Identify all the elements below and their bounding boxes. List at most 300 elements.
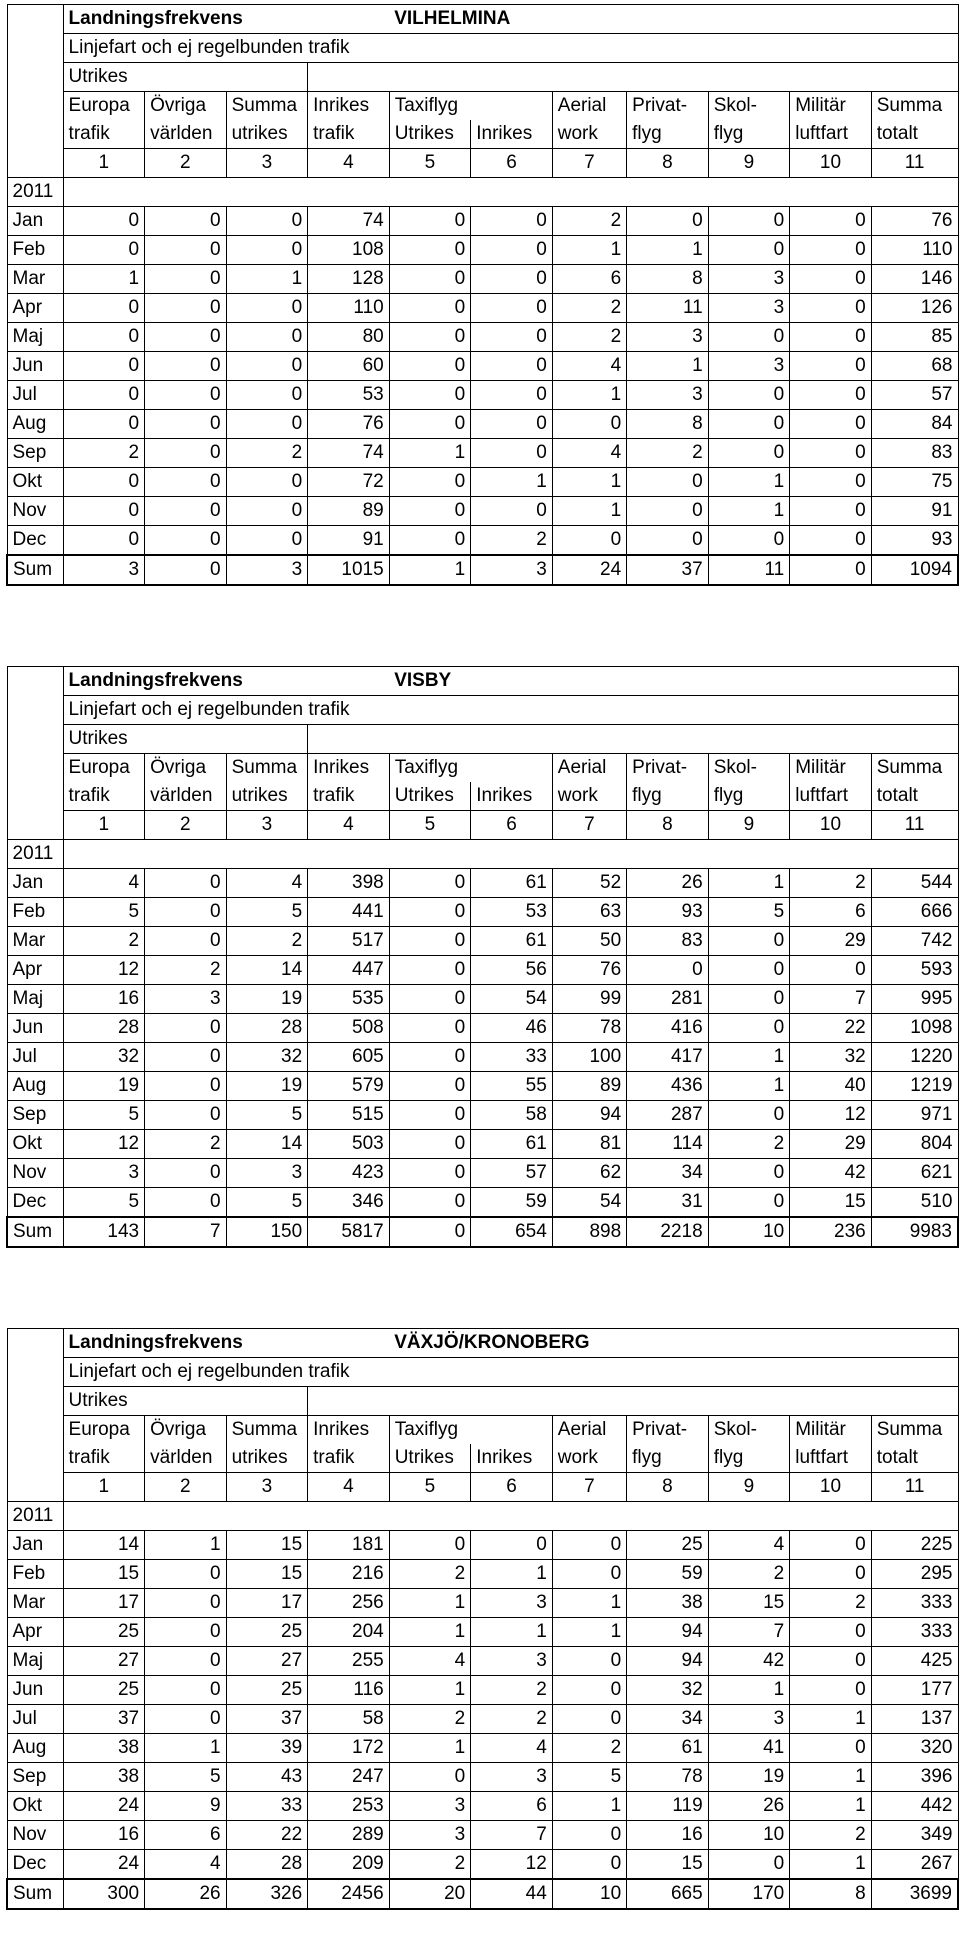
data-cell: 3 [471, 1763, 553, 1792]
section-row [7, 1358, 958, 1387]
column-header-row [7, 1416, 958, 1445]
airport-name: VILHELMINA [389, 5, 958, 34]
month-label: Feb [7, 1560, 63, 1589]
data-cell: 22 [226, 1821, 308, 1850]
table-row [7, 1850, 958, 1880]
column-number: 9 [708, 149, 790, 178]
data-cell: 19 [63, 1072, 145, 1101]
data-cell: 0 [627, 497, 709, 526]
data-cell: 605 [308, 1043, 390, 1072]
data-cell: 1 [389, 1618, 471, 1647]
data-cell: 0 [389, 526, 471, 556]
column-subheader: flyg [708, 782, 790, 811]
data-cell: 25 [226, 1676, 308, 1705]
year-row [7, 840, 958, 869]
table-row [7, 381, 958, 410]
column-header: Militär [790, 754, 872, 783]
column-number: 1 [63, 1473, 145, 1502]
data-cell: 74 [308, 439, 390, 468]
column-number: 2 [145, 1473, 227, 1502]
data-cell: 1 [790, 1792, 872, 1821]
table-row [7, 1792, 958, 1821]
table-title: Landningsfrekvens [63, 5, 389, 34]
year-label: 2011 [7, 840, 63, 869]
data-cell: 0 [226, 526, 308, 556]
corner-cell [7, 754, 63, 783]
data-cell: 78 [627, 1763, 709, 1792]
data-cell: 417 [627, 1043, 709, 1072]
data-cell: 32 [790, 1043, 872, 1072]
data-cell: 1 [552, 1792, 626, 1821]
corner-cell [7, 667, 63, 696]
data-cell: 3 [627, 381, 709, 410]
column-number: 1 [63, 811, 145, 840]
data-cell: 204 [308, 1618, 390, 1647]
data-cell: 247 [308, 1763, 390, 1792]
data-cell: 0 [63, 236, 145, 265]
data-cell: 0 [708, 207, 790, 236]
column-number: 4 [308, 811, 390, 840]
data-cell: 12 [63, 956, 145, 985]
data-cell: 0 [226, 410, 308, 439]
data-cell: 76 [871, 207, 958, 236]
column-number-row [7, 1473, 958, 1502]
sum-cell: 2218 [627, 1217, 709, 1247]
data-cell: 0 [226, 207, 308, 236]
data-cell: 0 [63, 323, 145, 352]
data-cell: 1220 [871, 1043, 958, 1072]
data-cell: 0 [145, 410, 227, 439]
corner-cell [7, 811, 63, 840]
sum-cell: 10 [708, 1217, 790, 1247]
table-row [7, 1821, 958, 1850]
data-cell: 1 [790, 1850, 872, 1880]
sum-row [7, 1217, 958, 1247]
sum-cell: 326 [226, 1879, 308, 1909]
data-cell: 0 [389, 410, 471, 439]
data-cell: 0 [145, 1014, 227, 1043]
data-cell: 0 [389, 294, 471, 323]
data-cell: 172 [308, 1734, 390, 1763]
data-cell: 0 [790, 497, 872, 526]
data-cell: 7 [708, 1618, 790, 1647]
data-cell: 41 [708, 1734, 790, 1763]
data-cell: 333 [871, 1618, 958, 1647]
column-subheader: världen [145, 782, 227, 811]
corner-cell [7, 1473, 63, 1502]
data-cell: 0 [790, 381, 872, 410]
data-cell: 1 [552, 1618, 626, 1647]
data-cell: 1 [471, 468, 553, 497]
data-cell: 447 [308, 956, 390, 985]
data-cell: 52 [552, 869, 626, 898]
month-label: Apr [7, 956, 63, 985]
data-cell: 32 [226, 1043, 308, 1072]
column-header: Taxiflyg [389, 754, 471, 783]
month-label: Sep [7, 439, 63, 468]
data-cell: 24 [63, 1850, 145, 1880]
data-cell: 1 [708, 1043, 790, 1072]
column-subheader: work [552, 120, 626, 149]
data-cell: 2 [145, 956, 227, 985]
data-cell: 971 [871, 1101, 958, 1130]
sum-cell: 10 [552, 1879, 626, 1909]
data-cell: 0 [226, 323, 308, 352]
data-cell: 7 [790, 985, 872, 1014]
month-label: Jun [7, 1014, 63, 1043]
data-cell: 416 [627, 1014, 709, 1043]
month-label: Feb [7, 236, 63, 265]
data-cell: 256 [308, 1589, 390, 1618]
title-row [7, 1329, 958, 1358]
data-cell: 0 [471, 207, 553, 236]
data-cell: 0 [790, 1734, 872, 1763]
data-cell: 0 [145, 1676, 227, 1705]
column-subheader: work [552, 1444, 626, 1473]
table-row [7, 956, 958, 985]
column-header: Europa [63, 754, 145, 783]
data-cell: 2 [226, 927, 308, 956]
data-cell: 3 [471, 1647, 553, 1676]
data-cell: 5 [552, 1763, 626, 1792]
data-cell: 0 [145, 236, 227, 265]
data-cell: 396 [871, 1763, 958, 1792]
data-cell: 3 [708, 294, 790, 323]
data-cell: 2 [552, 294, 626, 323]
table-row [7, 985, 958, 1014]
data-cell: 61 [471, 1130, 553, 1159]
data-cell: 19 [226, 1072, 308, 1101]
data-cell: 76 [552, 956, 626, 985]
data-cell: 0 [389, 265, 471, 294]
column-subheader: flyg [627, 782, 709, 811]
column-subheader: luftfart [790, 120, 872, 149]
data-cell: 38 [627, 1589, 709, 1618]
column-number: 3 [226, 811, 308, 840]
data-cell: 3 [63, 1159, 145, 1188]
data-cell: 56 [471, 956, 553, 985]
data-cell: 5 [63, 898, 145, 927]
column-header: Inrikes [308, 92, 390, 121]
data-cell: 2 [63, 439, 145, 468]
data-cell: 5 [226, 1188, 308, 1218]
data-cell: 0 [145, 265, 227, 294]
data-cell: 2 [552, 207, 626, 236]
column-header: Övriga [145, 92, 227, 121]
data-cell: 146 [871, 265, 958, 294]
sum-cell: 3 [226, 555, 308, 585]
data-cell: 1 [552, 1589, 626, 1618]
data-cell: 0 [145, 381, 227, 410]
data-cell: 3 [226, 1159, 308, 1188]
data-cell: 0 [552, 1705, 626, 1734]
data-cell: 0 [389, 1043, 471, 1072]
column-header: Privat- [627, 754, 709, 783]
data-cell: 40 [790, 1072, 872, 1101]
data-cell: 0 [63, 526, 145, 556]
data-cell: 0 [145, 1159, 227, 1188]
data-cell: 0 [226, 468, 308, 497]
data-cell: 34 [627, 1159, 709, 1188]
sum-cell: 3 [471, 555, 553, 585]
data-cell: 91 [871, 497, 958, 526]
year-row [7, 1502, 958, 1531]
data-cell: 57 [471, 1159, 553, 1188]
year-label: 2011 [7, 178, 63, 207]
data-cell: 0 [790, 526, 872, 556]
blank-cell [308, 63, 958, 92]
data-cell: 267 [871, 1850, 958, 1880]
table-row [7, 1159, 958, 1188]
data-cell: 0 [552, 526, 626, 556]
data-cell: 0 [471, 323, 553, 352]
data-cell: 27 [63, 1647, 145, 1676]
data-cell: 26 [627, 869, 709, 898]
data-cell: 225 [871, 1531, 958, 1560]
column-header: Militär [790, 1416, 872, 1445]
table-row [7, 1763, 958, 1792]
sum-cell: 1 [389, 555, 471, 585]
year-row [7, 178, 958, 207]
table-row [7, 294, 958, 323]
sum-cell: 665 [627, 1879, 709, 1909]
data-cell: 333 [871, 1589, 958, 1618]
data-cell: 0 [389, 1130, 471, 1159]
data-cell: 12 [63, 1130, 145, 1159]
data-cell: 0 [63, 207, 145, 236]
data-cell: 0 [145, 352, 227, 381]
data-cell: 0 [552, 1647, 626, 1676]
data-cell: 1 [552, 381, 626, 410]
sum-cell: 1094 [871, 555, 958, 585]
data-cell: 253 [308, 1792, 390, 1821]
data-cell: 0 [145, 439, 227, 468]
sum-cell: 143 [63, 1217, 145, 1247]
data-cell: 37 [63, 1705, 145, 1734]
table-row [7, 352, 958, 381]
data-cell: 535 [308, 985, 390, 1014]
data-cell: 0 [790, 1531, 872, 1560]
data-cell: 0 [389, 468, 471, 497]
column-header: Europa [63, 1416, 145, 1445]
corner-cell [7, 1444, 63, 1473]
month-label: Maj [7, 985, 63, 1014]
blank-cell [63, 840, 958, 869]
data-cell: 4 [708, 1531, 790, 1560]
column-header: Aerial [552, 1416, 626, 1445]
utrikes-row [7, 63, 958, 92]
data-cell: 55 [471, 1072, 553, 1101]
column-subheader: Utrikes [389, 1444, 471, 1473]
data-cell: 25 [63, 1618, 145, 1647]
data-cell: 0 [145, 1560, 227, 1589]
month-label: Apr [7, 1618, 63, 1647]
data-cell: 2 [790, 869, 872, 898]
table-row [7, 1130, 958, 1159]
data-cell: 515 [308, 1101, 390, 1130]
sum-row [7, 555, 958, 585]
month-label: Sep [7, 1101, 63, 1130]
data-cell: 1 [389, 439, 471, 468]
data-cell: 14 [226, 956, 308, 985]
month-label: Jul [7, 381, 63, 410]
data-cell: 37 [226, 1705, 308, 1734]
data-cell: 0 [708, 1188, 790, 1218]
column-header-row [7, 92, 958, 121]
corner-cell [7, 63, 63, 92]
data-cell: 0 [145, 898, 227, 927]
landing-frequency-table [6, 666, 959, 1248]
data-cell: 0 [708, 410, 790, 439]
data-cell: 0 [145, 526, 227, 556]
column-header [471, 754, 553, 783]
data-cell: 0 [63, 410, 145, 439]
column-subheader: totalt [871, 1444, 958, 1473]
data-cell: 1219 [871, 1072, 958, 1101]
data-cell: 11 [627, 294, 709, 323]
data-cell: 216 [308, 1560, 390, 1589]
month-label: Feb [7, 898, 63, 927]
blank-cell [63, 1502, 958, 1531]
data-cell: 0 [471, 439, 553, 468]
corner-cell [7, 1358, 63, 1387]
data-cell: 126 [871, 294, 958, 323]
data-cell: 281 [627, 985, 709, 1014]
column-header: Summa [226, 1416, 308, 1445]
sum-label: Sum [7, 555, 63, 585]
table-row [7, 1734, 958, 1763]
sum-cell: 5817 [308, 1217, 390, 1247]
data-cell: 503 [308, 1130, 390, 1159]
data-cell: 119 [627, 1792, 709, 1821]
column-header: Inrikes [308, 1416, 390, 1445]
data-cell: 0 [63, 294, 145, 323]
data-cell: 63 [552, 898, 626, 927]
column-number: 11 [871, 811, 958, 840]
data-cell: 0 [145, 1705, 227, 1734]
month-label: Okt [7, 1130, 63, 1159]
data-cell: 17 [226, 1589, 308, 1618]
data-cell: 995 [871, 985, 958, 1014]
data-cell: 0 [790, 265, 872, 294]
table-row [7, 323, 958, 352]
utrikes-row [7, 1387, 958, 1416]
data-cell: 42 [790, 1159, 872, 1188]
data-cell: 3 [389, 1821, 471, 1850]
data-cell: 0 [790, 236, 872, 265]
data-cell: 99 [552, 985, 626, 1014]
data-cell: 15 [63, 1560, 145, 1589]
column-number: 8 [627, 149, 709, 178]
data-cell: 0 [790, 1618, 872, 1647]
data-cell: 15 [226, 1560, 308, 1589]
data-cell: 46 [471, 1014, 553, 1043]
table-row [7, 410, 958, 439]
data-cell: 31 [627, 1188, 709, 1218]
column-header: Övriga [145, 754, 227, 783]
column-header-row [7, 754, 958, 783]
column-subheader: flyg [627, 120, 709, 149]
data-cell: 3 [389, 1792, 471, 1821]
data-cell: 27 [226, 1647, 308, 1676]
data-cell: 1 [471, 1560, 553, 1589]
data-cell: 85 [871, 323, 958, 352]
sum-cell: 300 [63, 1879, 145, 1909]
data-cell: 0 [708, 439, 790, 468]
data-cell: 1 [471, 1618, 553, 1647]
data-cell: 80 [308, 323, 390, 352]
sum-label: Sum [7, 1879, 63, 1909]
data-cell: 22 [790, 1014, 872, 1043]
data-cell: 2 [471, 1676, 553, 1705]
data-cell: 0 [389, 898, 471, 927]
data-cell: 10 [708, 1821, 790, 1850]
data-cell: 0 [790, 1560, 872, 1589]
data-cell: 0 [145, 1618, 227, 1647]
corner-cell [7, 149, 63, 178]
column-subheader: Utrikes [389, 120, 471, 149]
data-cell: 0 [145, 1043, 227, 1072]
column-number: 10 [790, 811, 872, 840]
column-subheader: trafik [63, 782, 145, 811]
sum-label: Sum [7, 1217, 63, 1247]
table-row [7, 1560, 958, 1589]
data-cell: 441 [308, 898, 390, 927]
data-cell: 4 [145, 1850, 227, 1880]
sum-cell: 37 [627, 555, 709, 585]
section-label: Linjefart och ej regelbunden trafik [63, 34, 389, 63]
data-cell: 0 [790, 439, 872, 468]
data-cell: 1 [552, 497, 626, 526]
table-row [7, 1589, 958, 1618]
data-cell: 0 [471, 1531, 553, 1560]
column-subheader: luftfart [790, 1444, 872, 1473]
data-cell: 0 [552, 1560, 626, 1589]
data-cell: 0 [63, 497, 145, 526]
data-cell: 209 [308, 1850, 390, 1880]
data-cell: 0 [790, 294, 872, 323]
data-cell: 0 [145, 1188, 227, 1218]
column-subheader: Inrikes [471, 1444, 553, 1473]
data-cell: 0 [627, 956, 709, 985]
blank-cell [308, 725, 958, 754]
title-row [7, 5, 958, 34]
table-title: Landningsfrekvens [63, 667, 389, 696]
month-label: Mar [7, 265, 63, 294]
data-cell: 72 [308, 468, 390, 497]
data-cell: 1 [708, 869, 790, 898]
month-label: Aug [7, 410, 63, 439]
sum-cell: 9983 [871, 1217, 958, 1247]
table-row [7, 1188, 958, 1218]
data-cell: 94 [627, 1647, 709, 1676]
data-cell: 2 [389, 1705, 471, 1734]
column-header: Summa [226, 754, 308, 783]
data-cell: 75 [871, 468, 958, 497]
column-number: 6 [471, 149, 553, 178]
data-cell: 17 [63, 1589, 145, 1618]
data-cell: 508 [308, 1014, 390, 1043]
table-row [7, 927, 958, 956]
data-cell: 0 [708, 1850, 790, 1880]
data-cell: 78 [552, 1014, 626, 1043]
data-cell: 28 [63, 1014, 145, 1043]
data-cell: 2 [552, 1734, 626, 1763]
column-subheader: flyg [708, 1444, 790, 1473]
column-header: Europa [63, 92, 145, 121]
data-cell: 1 [145, 1734, 227, 1763]
data-cell: 0 [389, 1014, 471, 1043]
